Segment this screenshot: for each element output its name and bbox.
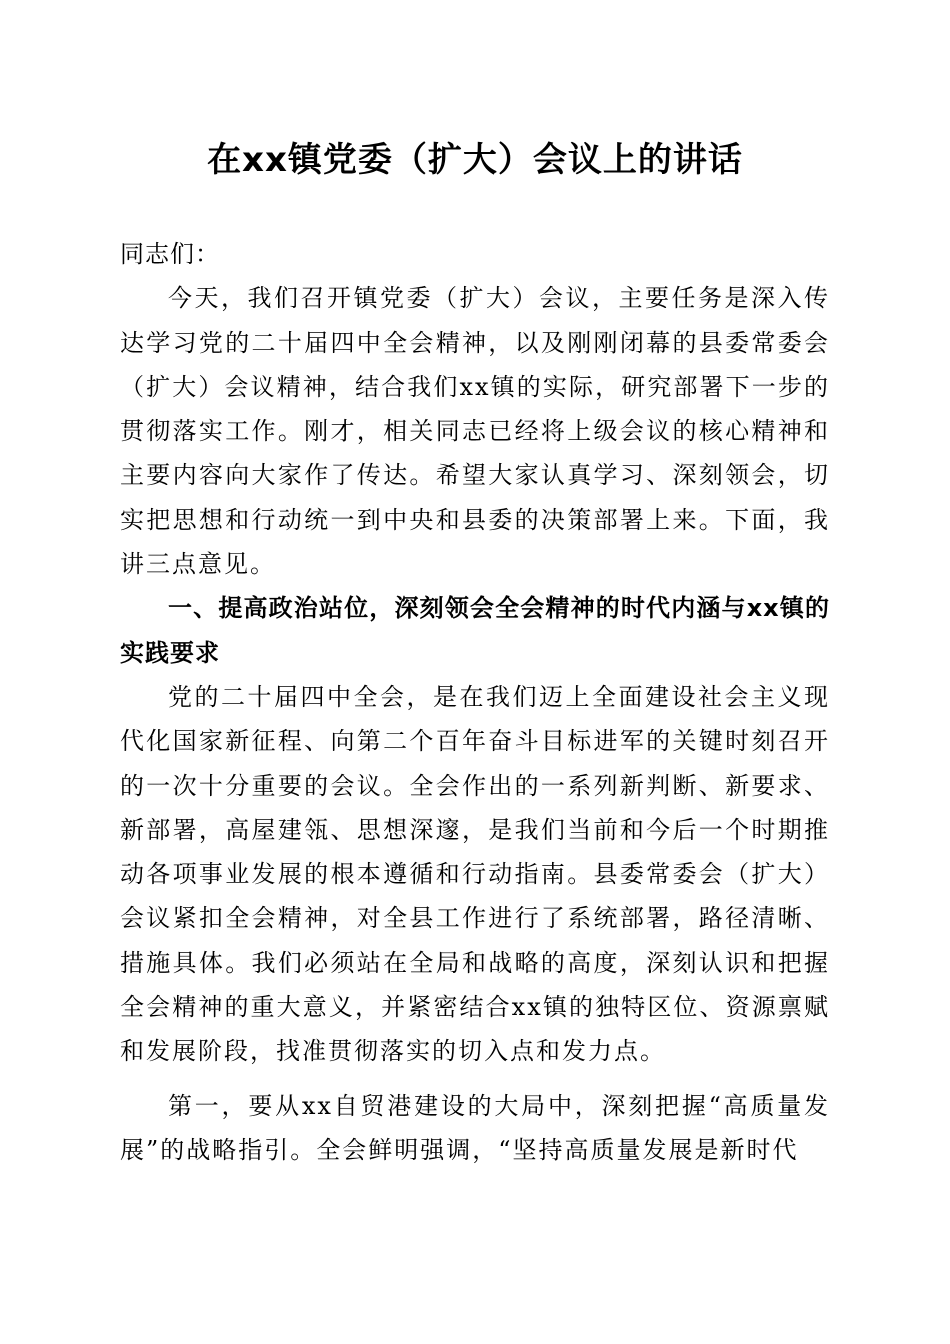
paragraph-gap xyxy=(120,1074,830,1084)
paragraph-intro: 今天，我们召开镇党委（扩大）会议，主要任务是深入传达学习党的二十届四中全会精神，以及刚刚闭幕的县委常委会（扩大）会议精神，结合我们xx镇的实际，研究部署下一步的贯彻落实工作。刚才，相关同志已经将上级会议的核心精神和主要内容向大家作了传达。希望大家认真学习、深刻领会，切实把思想和行动统一到中央和县委的决策部署上来。下面，我讲三点意见。 xyxy=(120,284,830,579)
salutation: 同志们： xyxy=(120,240,220,268)
document-body xyxy=(120,232,830,1172)
document-title: 在xx镇党委（扩大）会议上的讲话 xyxy=(207,140,743,180)
section-heading-1: 一、提高政治站位，深刻领会全会精神的时代内涵与xx镇的实践要求 xyxy=(120,594,830,667)
paragraph-point-1: 第一，要从xx自贸港建设的大局中，深刻把握“高质量发展”的战略指引。全会鲜明强调，“坚持高质量发展是新时代 xyxy=(120,1091,830,1164)
paragraph-section-1: 党的二十届四中全会，是在我们迈上全面建设社会主义现代化国家新征程、向第二个百年奋斗目标进军的关键时刻召开的一次十分重要的会议。全会作出的一系列新判断、新要求、新部署，高屋建瓴、思想深邃，是我们当前和今后一个时期推动各项事业发展的根本遵循和行动指南。县委常委会（扩大）会议紧扣全会精神，对全县工作进行了系统部署，路径清晰、措施具体。我们必须站在全局和战略的高度，深刻认识和把握全会精神的重大意义，并紧密结合xx镇的独特区位、资源禀赋和发展阶段，找准贯彻落实的切入点和发力点。 xyxy=(120,682,830,1066)
